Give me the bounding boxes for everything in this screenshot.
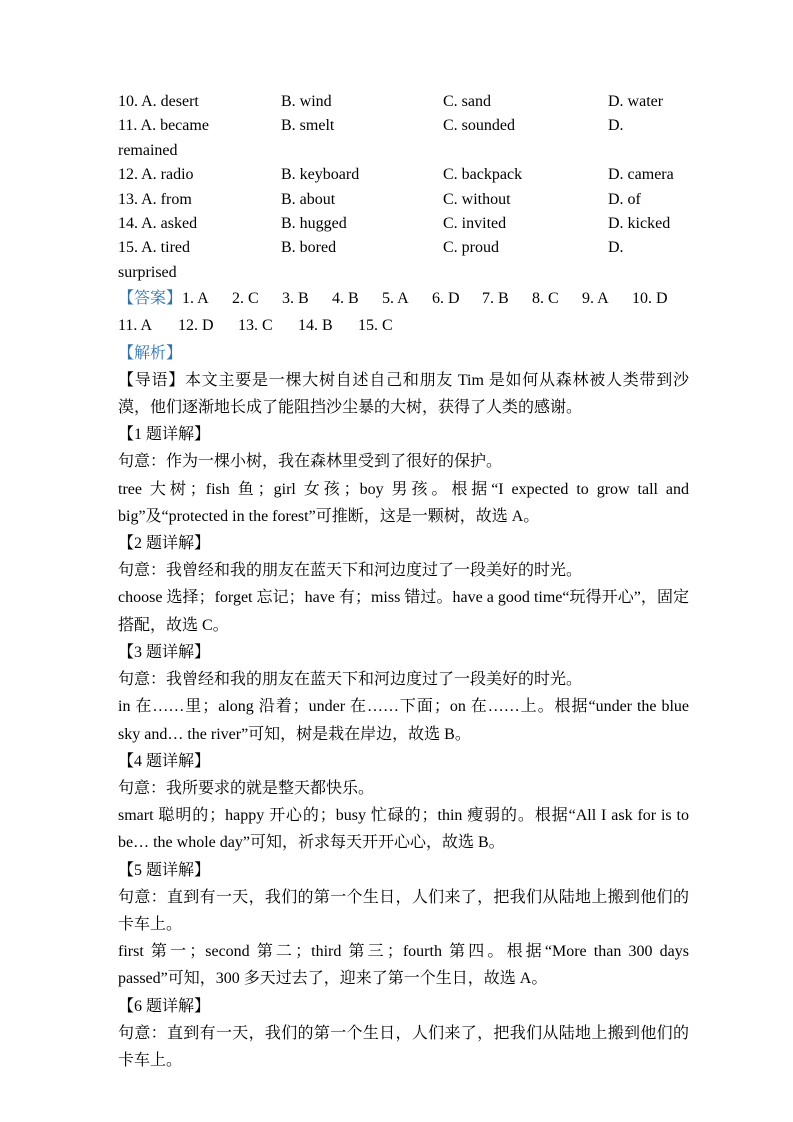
answer-item: 4. B [332, 290, 359, 308]
section-title: 【2 题详解】 [118, 535, 211, 553]
answer-item: 1. A [182, 290, 209, 308]
answer-item: 14. B [298, 317, 333, 335]
sentence-meaning: 句意：我所要求的就是整天都快乐。 [118, 779, 375, 797]
sentence-meaning: 句意：作为一棵小树，我在森林里受到了很好的保护。 [118, 453, 503, 471]
option-cell: C. sand [443, 93, 491, 110]
option-row-12 [118, 163, 689, 187]
option-continuation: surprised [118, 263, 177, 281]
answer-item: 10. D [632, 290, 668, 308]
analysis-block [118, 285, 689, 1074]
answer-item: 8. C [532, 290, 559, 308]
option-cell: 12. A. radio [118, 166, 194, 184]
analysis-label: 【解析】 [118, 344, 183, 362]
option-row-15 [118, 236, 689, 260]
options-block [118, 90, 689, 285]
option-row-11 [118, 114, 689, 138]
option-cell: B. bored [281, 239, 337, 257]
section-title: 【5 题详解】 [118, 861, 211, 879]
answer-item: 3. B [282, 290, 309, 308]
sentence-meaning: 句意：我曾经和我的朋友在蓝天下和河边度过了一段美好的时光。 [118, 671, 583, 689]
intro-paragraph: 【导语】本文主要是一棵大树自述自己和朋友 Tim 是如何从森林被人类带到沙漠，他们逐渐地长成了能阻挡沙尘暴的大树，获得了人类的感谢。 [118, 371, 689, 417]
section-title: 【6 题详解】 [118, 997, 211, 1015]
sentence-meaning: 句意：我曾经和我的朋友在蓝天下和河边度过了一段美好的时光。 [118, 562, 583, 580]
answers-label: 【答案】 [118, 290, 183, 308]
sentence-meaning: 句意：直到有一天，我们的第一个生日，人们来了，把我们从陆地上搬到他们的卡车上。 [118, 1024, 689, 1069]
option-cell: B. smelt [281, 117, 335, 135]
option-cell: 11. A. became [118, 117, 209, 135]
option-cell: B. wind [281, 93, 332, 110]
section-title: 【3 题详解】 [118, 643, 211, 661]
option-row-10 [118, 90, 689, 114]
answer-key-line-1 [118, 285, 689, 312]
option-row-13 [118, 188, 689, 212]
option-cell: C. sounded [443, 117, 515, 135]
explanation: choose 选择；forget 忘记；have 有；miss 错过。have a good time“玩得开心”，固定搭配，故选 C。 [118, 589, 689, 634]
option-cell: D. kicked [608, 215, 671, 233]
answer-key-line-2 [118, 312, 689, 339]
option-cell: D. camera [608, 166, 674, 184]
option-cell: C. backpack [443, 166, 523, 184]
answer-item: 2. C [232, 290, 259, 308]
option-cell: B. about [281, 190, 336, 208]
answer-item: 5. A [382, 290, 409, 308]
answer-item: 6. D [432, 290, 460, 308]
option-row-14 [118, 212, 689, 236]
section-title: 【1 题详解】 [118, 426, 211, 444]
answer-item: 15. C [358, 317, 393, 335]
answer-item: 11. A [118, 317, 153, 335]
option-cell: D. [608, 239, 624, 257]
explanation: in 在……里；along 沿着；under 在……下面；on 在……上。根据“under the blue sky and… the river”可知，树是栽在岸边，故选 B。 [118, 698, 689, 743]
answer-item: 7. B [482, 290, 509, 308]
option-cell: D. water [608, 93, 664, 110]
explanation: smart 聪明的；happy 开心的；busy 忙碌的；thin 瘦弱的。根据“All I ask for is to be… the whole day”可知，祈求每天开开心心，故选 B。 [118, 807, 689, 852]
option-cell: C. without [443, 190, 511, 208]
option-cell: D. [608, 117, 624, 135]
explanation: tree 大树；fish 鱼；girl 女孩；boy 男孩。根据“I expected to grow tall and big”及“protected in the forest”可推断，这是一颗树，故选 A。 [118, 480, 689, 525]
analysis-label-line [118, 340, 689, 367]
option-cell: 10. A. desert [118, 93, 199, 110]
option-cell: B. keyboard [281, 166, 360, 184]
option-cell: 13. A. from [118, 190, 192, 208]
option-cell: 15. A. tired [118, 239, 190, 257]
answer-item: 13. C [238, 317, 273, 335]
option-cell: 14. A. asked [118, 215, 198, 233]
option-cell: D. of [608, 190, 641, 208]
answer-item: 12. D [178, 317, 214, 335]
option-cell: B. hugged [281, 215, 347, 233]
option-cell: C. proud [443, 239, 499, 257]
option-cell: C. invited [443, 215, 507, 233]
section-title: 【4 题详解】 [118, 752, 211, 770]
option-continuation: remained [118, 141, 178, 159]
explanation: first 第一；second 第二；third 第三；fourth 第四。根据“More than 300 days passed”可知，300 多天过去了，迎来了第一个生日，故选 A。 [118, 943, 689, 988]
sentence-meaning: 句意：直到有一天，我们的第一个生日，人们来了，把我们从陆地上搬到他们的卡车上。 [118, 888, 689, 933]
answer-item: 9. A [582, 290, 609, 308]
